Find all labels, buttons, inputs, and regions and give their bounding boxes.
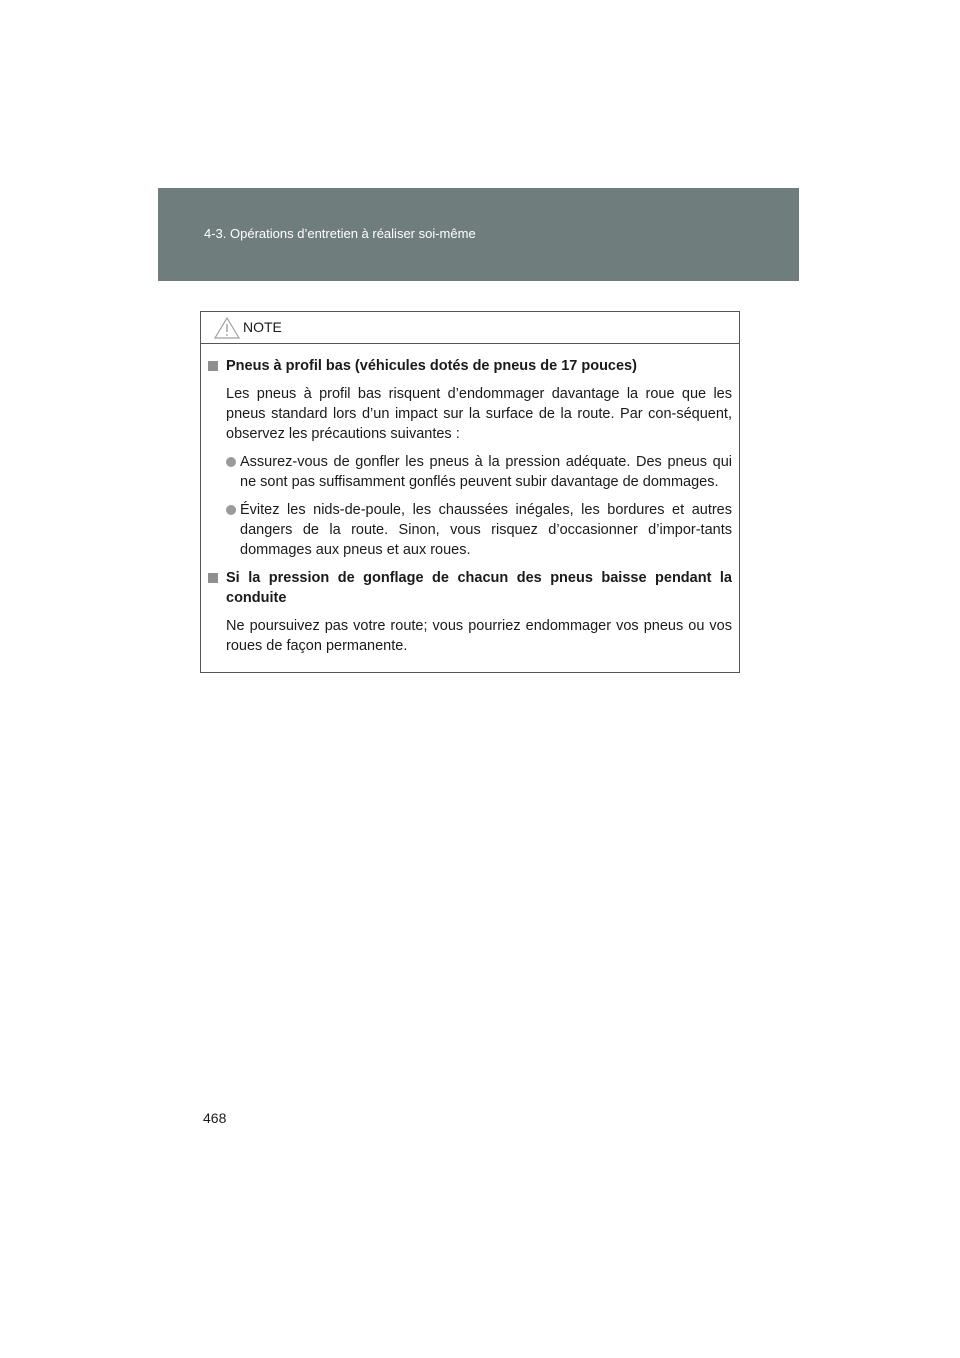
- section-heading: Pneus à profil bas (véhicules dotés de pneus de 17 pouces): [208, 356, 732, 376]
- note-body: [201, 344, 739, 656]
- note-box: [200, 311, 740, 673]
- warning-icon: [214, 317, 240, 339]
- section-header: [158, 188, 799, 281]
- page-number: 468: [203, 1110, 227, 1126]
- circle-bullet-icon: [226, 457, 236, 467]
- section-title: 4-3. Opérations d’entretien à réaliser soi-même: [204, 226, 476, 241]
- list-item: Évitez les nids-de-poule, les chaussées inégales, les bordures et autres dangers de la route. Sinon, vous risquez d’occasionner d’impor-tants dommages aux pneus et aux roues.: [208, 500, 732, 560]
- square-bullet-icon: [208, 573, 218, 583]
- note-header: [201, 312, 739, 344]
- section-heading: Si la pression de gonflage de chacun des pneus baisse pendant la conduite: [208, 568, 732, 608]
- circle-bullet-icon: [226, 505, 236, 515]
- square-bullet-icon: [208, 361, 218, 371]
- section-paragraph: Les pneus à profil bas risquent d’endommager davantage la roue que les pneus standard lors d’un impact sur la surface de la route. Par con-séquent, observez les précautions suivantes :: [226, 386, 732, 442]
- section-paragraph: Ne poursuivez pas votre route; vous pourriez endommager vos pneus ou vos roues de façon permanente.: [226, 618, 732, 654]
- list-item: Assurez-vous de gonfler les pneus à la pression adéquate. Des pneus qui ne sont pas suffisamment gonflés peuvent subir davantage de dommages.: [208, 452, 732, 492]
- note-title: NOTE: [243, 319, 282, 335]
